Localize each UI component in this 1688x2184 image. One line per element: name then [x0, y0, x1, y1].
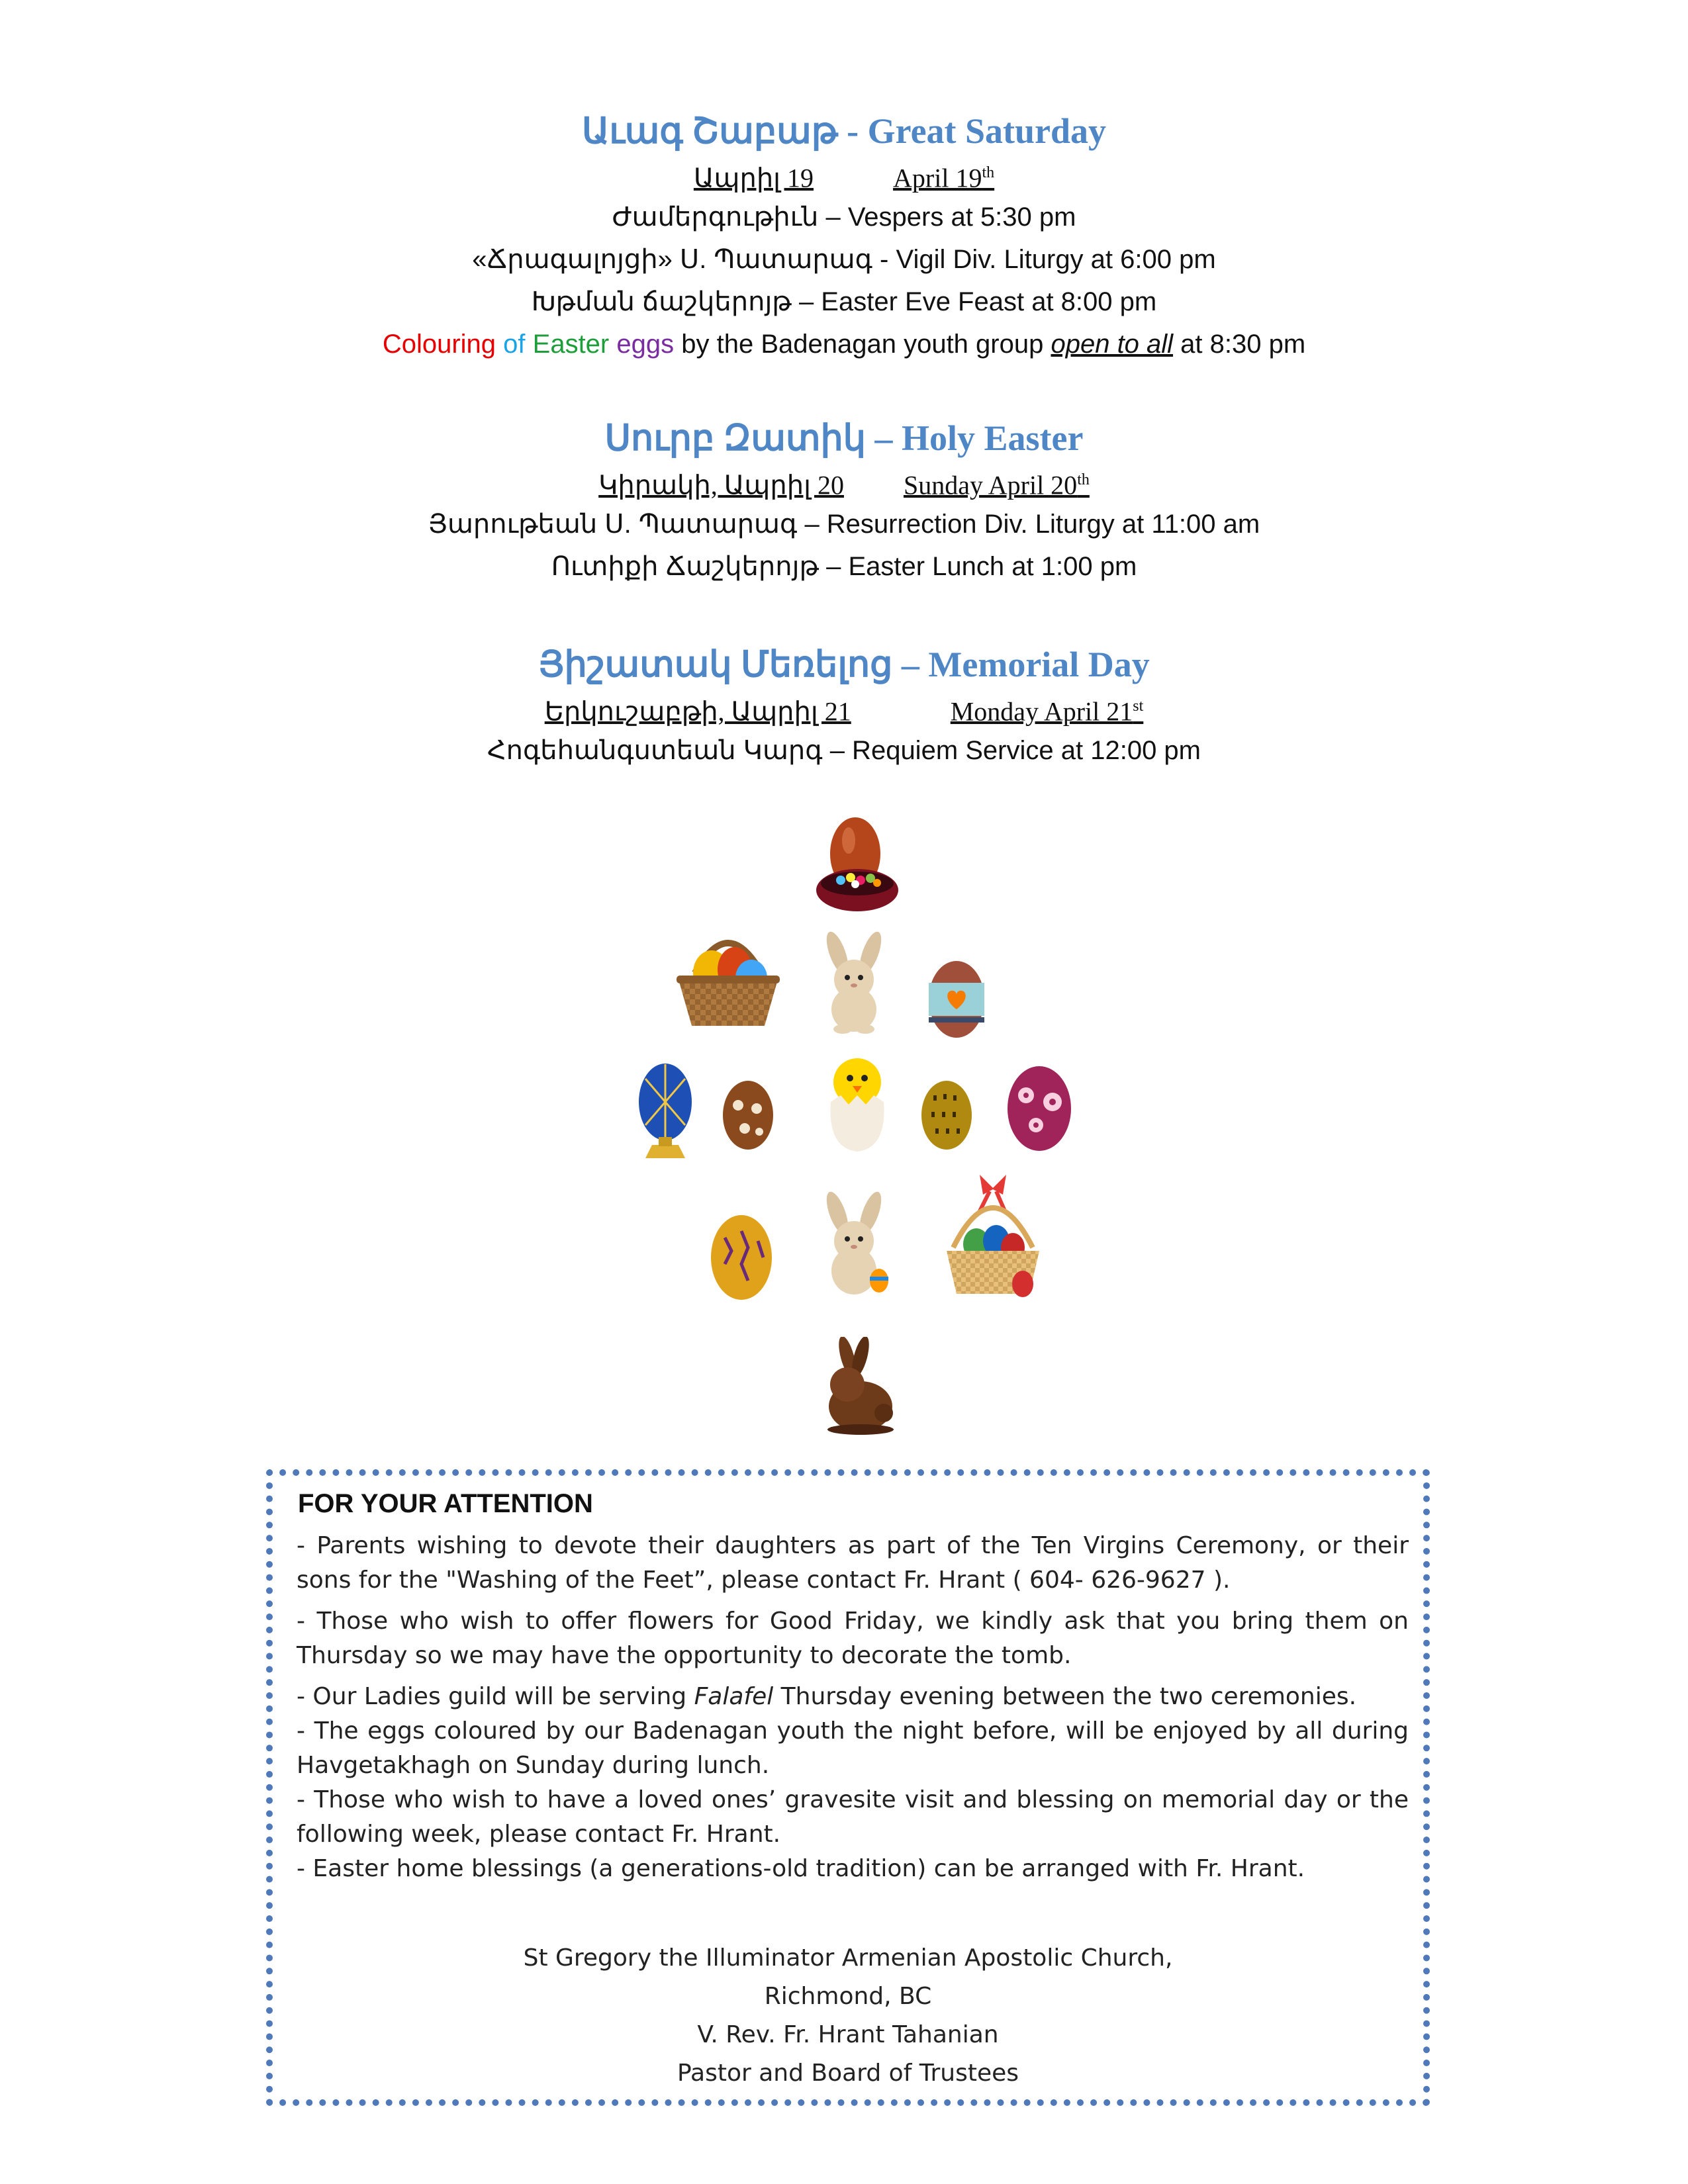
ribbon-basket-icon	[933, 1161, 1053, 1307]
easter-icons-cluster	[622, 814, 1099, 1436]
open-chocolate-egg-icon	[808, 814, 907, 920]
bunny-with-egg-icon	[808, 1188, 900, 1300]
easter-word: Easter	[532, 330, 610, 359]
date-english: April 19	[893, 163, 982, 193]
schedule-line: «Ճրագալոյցի» Ս. Պատարագ - Vigil Div. Liturgy at 6:00 pm	[472, 245, 1216, 275]
bunny-icon	[811, 930, 897, 1036]
attention-item: - The eggs coloured by our Badenagan youth the night before, will be enjoyed by all during Havgetakhagh on Sunday during lunch.	[297, 1717, 1409, 1779]
holy-easter-section	[0, 417, 1688, 588]
colouring-word: Colouring	[382, 330, 496, 359]
of-word: of	[503, 330, 526, 359]
date-suffix: th	[1077, 471, 1090, 488]
date-armenian: Երկուշաբթի, Ապրիլ 21	[544, 696, 851, 727]
egg-basket-icon	[669, 920, 788, 1032]
attention-title: FOR YOUR ATTENTION	[298, 1489, 593, 1518]
gold-dotted-egg-icon	[917, 1075, 976, 1155]
falafel-pre: - Our Ladies guild will be serving	[297, 1683, 694, 1710]
attention-item: - Those who wish to have a loved ones’ gravesite visit and blessing on memorial day or the following week, please contact Fr. Hrant.	[297, 1786, 1409, 1848]
colouring-eggs-line	[0, 323, 1688, 365]
date-suffix: th	[982, 164, 995, 181]
church-location: Richmond, BC	[764, 1983, 932, 2010]
date-english: Monday April 21	[950, 696, 1133, 727]
date-english: Sunday April 20	[903, 470, 1078, 500]
schedule-line: Խթման ճաշկերոյթ – Easter Eve Feast at 8:00 pm	[531, 287, 1157, 317]
great-saturday-date	[694, 155, 994, 196]
schedule-line: Յարութեան Ս. Պատարագ – Resurrection Div. Liturgy at 11:00 am	[428, 510, 1260, 539]
memorial-day-date	[545, 688, 1144, 729]
attention-item: - Those who wish to offer flowers for Good Friday, we kindly ask that you bring them on Thursday so we may have the opportunity to decorate the tomb.	[297, 1608, 1409, 1669]
gold-ornate-egg-icon	[705, 1211, 778, 1304]
attention-item: - Parents wishing to devote their daughters as part of the Ten Virgins Ceremony, or their sons for the "Washing of the Feet”, please contact Fr. Hrant ( 604- 626-9627 ).	[297, 1532, 1409, 1594]
heart-egg-icon	[923, 956, 990, 1042]
holy-easter-date	[598, 462, 1090, 503]
memorial-day-heading: Յիշատակ Մեռելոց – Memorial Day	[538, 645, 1150, 684]
church-signature	[273, 1939, 1423, 2093]
falafel-word: Falafel	[694, 1683, 774, 1710]
holy-easter-heading: Սուրբ Զատիկ – Holy Easter	[604, 418, 1084, 458]
colouring-mid-text: by the Badenagan youth group	[674, 330, 1051, 359]
date-armenian: Կիրակի, Ապրիլ 20	[598, 470, 844, 500]
colouring-end-text: at 8:30 pm	[1173, 330, 1306, 359]
attention-items	[297, 1529, 1409, 1893]
date-suffix: st	[1133, 698, 1144, 715]
schedule-line: Ուտիքի Ճաշկերոյթ – Easter Lunch at 1:00 pm	[551, 552, 1137, 582]
schedule-line: Ժամերգութիւն – Vespers at 5:30 pm	[612, 203, 1076, 232]
church-name: St Gregory the Illuminator Armenian Apostolic Church,	[523, 1944, 1173, 1972]
signatories: Pastor and Board of Trustees	[677, 2060, 1019, 2087]
eggs-word: eggs	[616, 330, 675, 359]
great-saturday-section	[0, 110, 1688, 365]
date-armenian: Ապրիլ 19	[693, 163, 814, 193]
great-saturday-heading: Աւագ Շաբաթ - Great Saturday	[581, 111, 1107, 151]
chocolate-bunny-icon	[811, 1337, 904, 1436]
open-to-all-text: open to all	[1051, 330, 1174, 359]
attention-item: - Easter home blessings (a generations-old tradition) can be arranged with Fr. Hrant.	[297, 1855, 1305, 1882]
memorial-day-section	[0, 643, 1688, 772]
blue-faberge-egg-icon	[632, 1059, 698, 1165]
brown-floral-egg-icon	[718, 1075, 778, 1155]
falafel-post: Thursday evening between the two ceremonies.	[773, 1683, 1357, 1710]
attention-box	[266, 1469, 1430, 2106]
pastor-name: V. Rev. Fr. Hrant Tahanian	[697, 2021, 999, 2048]
schedule-line: Հոգեհանգստեան Կարգ – Requiem Service at 12:00 pm	[487, 736, 1201, 766]
pink-floral-egg-icon	[1003, 1062, 1076, 1155]
hatching-chick-icon	[821, 1049, 894, 1155]
attention-item	[297, 1680, 1409, 1714]
